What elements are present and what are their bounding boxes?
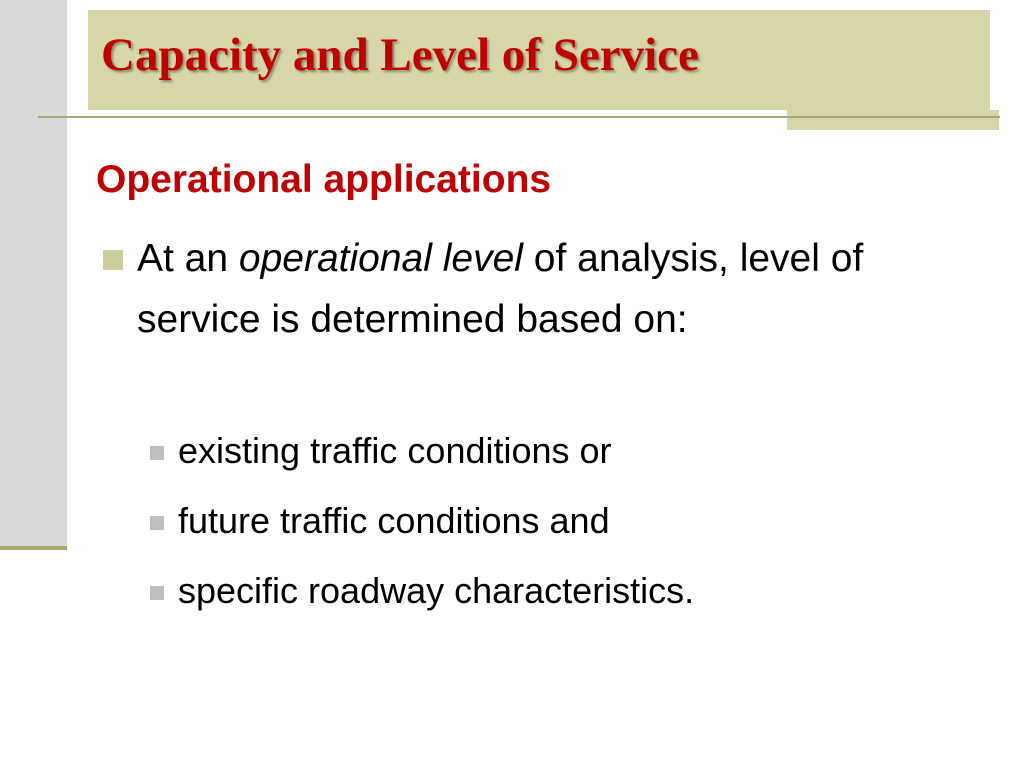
sub-bullet-item	[150, 569, 694, 613]
slide-title: Capacity and Level of Service	[101, 29, 699, 81]
slide-subheading: Operational applications	[96, 158, 552, 201]
main-bullet-emphasis: operational level	[238, 237, 523, 280]
main-bullet-text	[137, 228, 957, 350]
bullet-square-icon	[103, 250, 123, 270]
sub-bullet-item	[150, 429, 612, 473]
sub-bullet-text: existing traffic conditions or	[178, 430, 612, 471]
main-bullet	[103, 228, 983, 350]
sub-bullet-item	[150, 499, 610, 543]
sub-bullet-square-icon	[150, 446, 164, 460]
main-bullet-prefix: At an	[137, 237, 239, 280]
sub-bullet-text: specific roadway characteristics.	[178, 570, 695, 611]
sub-bullet-text: future traffic conditions and	[178, 500, 610, 541]
sub-bullet-square-icon	[150, 516, 164, 530]
title-rule	[38, 116, 1000, 118]
sub-bullet-square-icon	[150, 586, 164, 600]
main-bullet-suffix: of analysis, level of service is determined based on:	[137, 237, 864, 341]
left-sidebar-bar	[0, 0, 67, 550]
title-band-shadow	[787, 110, 999, 130]
